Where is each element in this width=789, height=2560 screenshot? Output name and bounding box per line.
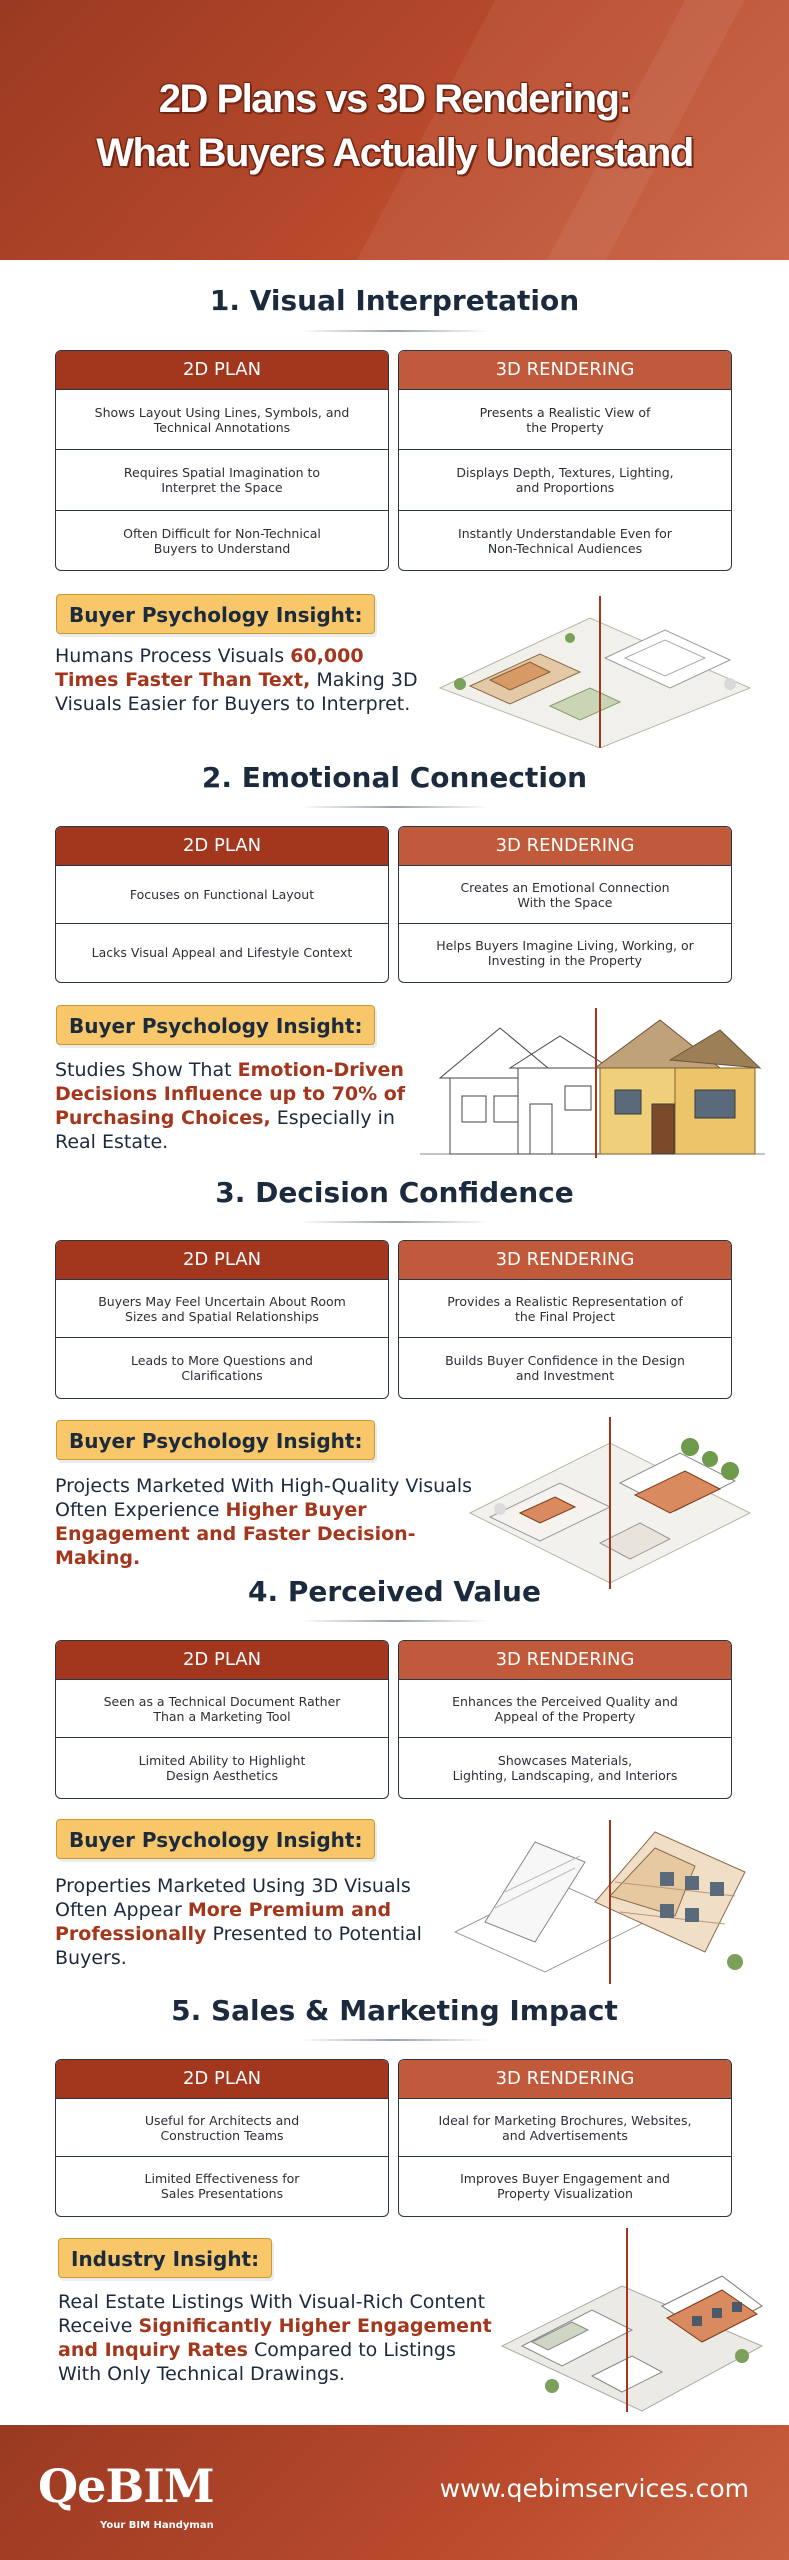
plan-row: Seen as a Technical Document Rather Than a Marketing Tool bbox=[56, 1679, 388, 1737]
rendering-row: Creates an Emotional Connection With the Space bbox=[399, 865, 731, 923]
rendering-card-header: 3D RENDERING bbox=[399, 827, 731, 865]
rendering-row: Provides a Realistic Representation of the Final Project bbox=[399, 1279, 731, 1337]
section-title-emotional-connection: 2. Emotional Connection bbox=[201, 761, 588, 794]
section-title-perceived-value: 4. Perceived Value bbox=[248, 1575, 541, 1608]
insight-badge: Industry Insight: bbox=[58, 2238, 272, 2278]
insight-text: Studies Show That Emotion-Driven Decisions Influence up to 70% of Purchasing Choices, Especially in Real Estate. bbox=[55, 1059, 406, 1153]
rendering-card-header: 3D RENDERING bbox=[399, 351, 731, 389]
insight-text: Projects Marketed With High-Quality Visuals Often Experience Higher Buyer Engagement and Faster Decision-Making. bbox=[55, 1475, 472, 1569]
plan-card-header: 2D PLAN bbox=[56, 2060, 388, 2098]
title-divider bbox=[300, 806, 489, 808]
rendering-row: Instantly Understandable Even for Non-Technical Audiences bbox=[399, 510, 731, 570]
rendering-row: Displays Depth, Textures, Lighting, and Proportions bbox=[399, 449, 731, 510]
page-header bbox=[0, 0, 789, 260]
plan-row: Limited Ability to Highlight Design Aesthetics bbox=[56, 1737, 388, 1797]
plan-card-perceived-value bbox=[55, 1640, 389, 1799]
plan-card-decision-confidence bbox=[55, 1240, 389, 1399]
plan-row: Buyers May Feel Uncertain About Room Sizes and Spatial Relationships bbox=[56, 1279, 388, 1337]
rendering-row: Enhances the Perceived Quality and Appeal of the Property bbox=[399, 1679, 731, 1737]
plan-card-sales-marketing bbox=[55, 2059, 389, 2217]
logo-tagline: Your BIM Handyman bbox=[100, 2520, 214, 2531]
insight-badge: Buyer Psychology Insight: bbox=[56, 1420, 375, 1460]
plan-row: Focuses on Functional Layout bbox=[56, 865, 388, 923]
page-footer bbox=[0, 2425, 789, 2560]
section-title-decision-confidence: 3. Decision Confidence bbox=[215, 1176, 574, 1209]
plan-row: Often Difficult for Non-Technical Buyers to Understand bbox=[56, 510, 388, 570]
insight-text: Humans Process Visuals 60,000 Times Faster Than Text, Making 3D Visuals Easier for Buyers to Interpret. bbox=[55, 645, 418, 715]
insight-badge: Buyer Psychology Insight: bbox=[56, 1005, 375, 1045]
title-divider bbox=[300, 1221, 489, 1223]
title-divider bbox=[300, 2039, 489, 2041]
rendering-row: Showcases Materials, Lighting, Landscaping, and Interiors bbox=[399, 1737, 731, 1797]
rendering-row: Improves Buyer Engagement and Property Visualization bbox=[399, 2156, 731, 2215]
rendering-card-emotional-connection bbox=[398, 826, 732, 983]
website-link[interactable]: www.qebimservices.com bbox=[439, 2474, 749, 2503]
section-title-visual-interpretation: 1. Visual Interpretation bbox=[209, 284, 580, 317]
rendering-card-header: 3D RENDERING bbox=[399, 2060, 731, 2098]
rendering-card-perceived-value bbox=[398, 1640, 732, 1799]
city-block-illustration bbox=[492, 2226, 772, 2416]
qebim-logo: QeBIM bbox=[38, 2459, 214, 2513]
plan-row: Limited Effectiveness for Sales Presentations bbox=[56, 2156, 388, 2215]
house-sketch-rendering-illustration bbox=[420, 1008, 765, 1158]
plan-card-header: 2D PLAN bbox=[56, 827, 388, 865]
plan-card-emotional-connection bbox=[55, 826, 389, 983]
title-divider bbox=[300, 330, 489, 332]
rendering-card-header: 3D RENDERING bbox=[399, 1241, 731, 1279]
rendering-row: Ideal for Marketing Brochures, Websites, and Advertisements bbox=[399, 2098, 731, 2156]
plan-card-header: 2D PLAN bbox=[56, 1641, 388, 1679]
page-title-line1: 2D Plans vs 3D Rendering: bbox=[158, 77, 631, 121]
plan-row: Requires Spatial Imagination to Interpret the Space bbox=[56, 449, 388, 510]
insight-badge: Buyer Psychology Insight: bbox=[56, 1819, 375, 1859]
rendering-card-decision-confidence bbox=[398, 1240, 732, 1399]
plan-row: Leads to More Questions and Clarifications bbox=[56, 1337, 388, 1397]
page-title-line2: What Buyers Actually Understand bbox=[96, 131, 693, 175]
insight-text: Real Estate Listings With Visual-Rich Content Receive Significantly Higher Engagement and Inquiry Rates Compared to Listings With Only Technical Drawings. bbox=[58, 2291, 492, 2385]
campus-plan-illustration bbox=[460, 1413, 760, 1593]
title-divider bbox=[300, 1620, 489, 1622]
plan-row: Useful for Architects and Construction Teams bbox=[56, 2098, 388, 2156]
rendering-card-header: 3D RENDERING bbox=[399, 1641, 731, 1679]
rendering-card-sales-marketing bbox=[398, 2059, 732, 2217]
insight-badge: Buyer Psychology Insight: bbox=[56, 594, 375, 634]
plan-row: Lacks Visual Appeal and Lifestyle Context bbox=[56, 923, 388, 981]
insight-text: Properties Marketed Using 3D Visuals Often Appear More Premium and Professionally Presented to Potential Buyers. bbox=[55, 1875, 422, 1969]
plan-card-header: 2D PLAN bbox=[56, 351, 388, 389]
rendering-row: Helps Buyers Imagine Living, Working, or Investing in the Property bbox=[399, 923, 731, 981]
rendering-row: Presents a Realistic View of the Property bbox=[399, 389, 731, 449]
plan-row: Shows Layout Using Lines, Symbols, and Technical Annotations bbox=[56, 389, 388, 449]
plan-card-header: 2D PLAN bbox=[56, 1241, 388, 1279]
plan-card-visual-interpretation bbox=[55, 350, 389, 571]
rendering-card-visual-interpretation bbox=[398, 350, 732, 571]
site-plan-illustration bbox=[430, 588, 760, 748]
rendering-row: Builds Buyer Confidence in the Design and Investment bbox=[399, 1337, 731, 1397]
building-sketch-rendering-illustration bbox=[445, 1812, 755, 1987]
section-title-sales-marketing-impact: 5. Sales & Marketing Impact bbox=[171, 1994, 618, 2027]
